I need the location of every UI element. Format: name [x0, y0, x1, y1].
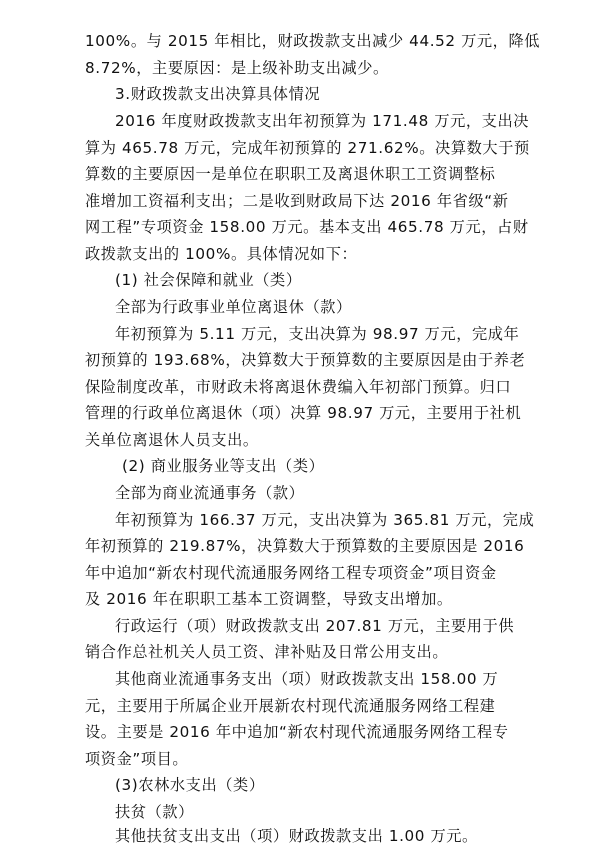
text-line: 关单位离退休人员支出。: [85, 431, 259, 449]
text-line: 扶贫（款）: [115, 803, 194, 821]
text-line: 100%。与 2015 年相比，财政拨款支出减少 44.52 万元，降低: [85, 32, 541, 50]
text-line: 年初预算为 5.11 万元，支出决算为 98.97 万元，完成年: [115, 325, 520, 343]
section-heading: 3.财政拨款支出决算具体情况: [115, 85, 321, 103]
text-line: 年初预算为 166.37 万元，支出决算为 365.81 万元，完成: [115, 511, 535, 529]
text-line: 其他商业流通事务支出（项）财政拨款支出 158.00 万: [115, 670, 499, 688]
text-line: 初预算的 193.68%，决算数大于预算数的主要原因是由于养老: [85, 351, 526, 369]
text-line: 全部为行政事业单位离退休（款）: [115, 298, 352, 316]
subsection-heading: (1) 社会保障和就业（类）: [115, 271, 302, 289]
text-line: 保险制度改革，市财政未将离退休费编入年初部门预算。归口: [85, 378, 512, 396]
text-line: 网工程”专项资金 158.00 万元。基本支出 465.78 万元，占财: [85, 218, 529, 236]
subsection-heading: (3)农林水支出（类）: [115, 776, 265, 794]
text-line: 算为 465.78 万元，完成年初预算的 271.62%。决算数大于预: [85, 139, 530, 157]
text-line: 8.72%，主要原因：是上级补助支出减少。: [85, 59, 389, 77]
text-line: 及 2016 年在职职工基本工资调整，导致支出增加。: [85, 590, 453, 608]
subsection-heading: (2) 商业服务业等支出（类）: [122, 457, 325, 475]
text-line: 全部为商业流通事务（款）: [115, 484, 305, 502]
text-line: 其他扶贫支出支出（项）财政拨款支出 1.00 万元。: [115, 827, 478, 845]
text-line: 行政运行（项）财政拨款支出 207.81 万元，主要用于供: [115, 617, 515, 635]
text-line: 项资金”项目。: [85, 750, 189, 768]
text-line: 政拨款支出的 100%。具体情况如下：: [85, 245, 358, 263]
text-line: 2016 年度财政拨款支出年初预算为 171.48 万元，支出决: [115, 112, 530, 130]
text-line: 设。主要是 2016 年中追加“新农村现代流通服务网络工程专: [85, 723, 509, 741]
text-line: 销合作总社机关人员工资、津补贴及日常公用支出。: [85, 643, 449, 661]
text-line: 年初预算的 219.87%，决算数大于预算数的主要原因是 2016: [85, 537, 525, 555]
text-line: 算数的主要原因一是单位在职职工及离退休职工工资调整标: [85, 165, 496, 183]
text-line: 准增加工资福利支出；二是收到财政局下达 2016 年省级“新: [85, 192, 509, 210]
text-line: 年中追加“新农村现代流通服务网络工程专项资金”项目资金: [85, 564, 497, 582]
text-line: 管理的行政单位离退休（项）决算 98.97 万元，主要用于社机: [85, 404, 522, 422]
text-line: 元，主要用于所属企业开展新农村现代流通服务网络工程建: [85, 697, 496, 715]
